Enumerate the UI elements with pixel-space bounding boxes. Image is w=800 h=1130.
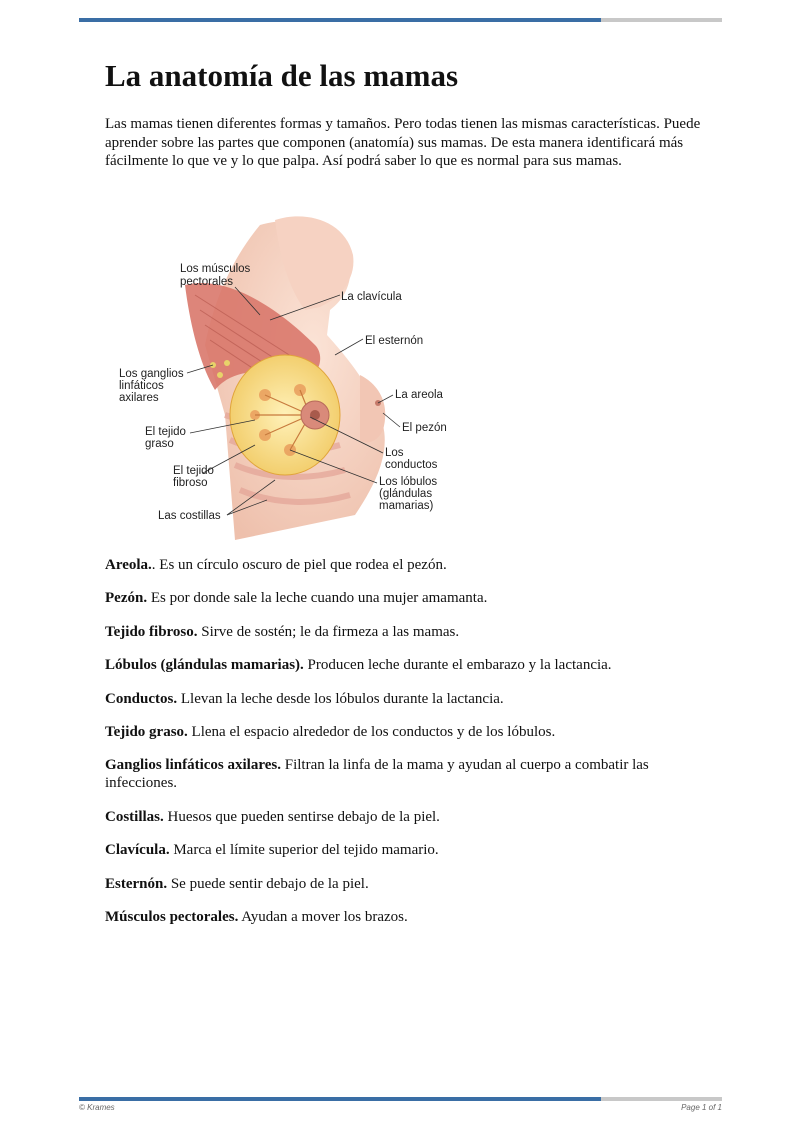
label-musculos-1: Los músculos [180, 263, 251, 275]
footer-page-number: Page 1 of 1 [681, 1103, 722, 1112]
definitions-list [105, 556, 715, 941]
definition-costillas [105, 808, 715, 826]
label-esternon: El esternón [365, 335, 424, 347]
intro-paragraph: Las mamas tienen diferentes formas y tamaños. Pero todas tienen las mismas características. Puede aprender sobre las partes que componen (anatomía) sus mamas. De esta manera identificará más fácilmente lo que ve y lo que palpa. Así podrá saber lo que es normal para sus mamas. [105, 116, 701, 169]
label-fibroso-2: fibroso [173, 477, 208, 489]
bottom-progress-fill [79, 1097, 601, 1101]
label-lobulos-1: Los lóbulos [379, 476, 438, 488]
top-progress-fill [79, 18, 601, 22]
definition-musculos [105, 908, 715, 926]
term: Tejido graso. [105, 723, 188, 740]
label-conductos-1: Los [385, 447, 404, 459]
term: Pezón. [105, 590, 148, 607]
top-progress-bar [79, 18, 722, 22]
definition-areola [105, 556, 715, 574]
definition-esternon [105, 875, 715, 893]
label-fibroso-1: El tejido [173, 465, 214, 477]
label-lobulos-2: (glándulas [379, 488, 433, 500]
term: Clavícula. [105, 842, 170, 859]
description: Marca el límite superior del tejido mamario. [169, 842, 439, 859]
definition-clavicula [105, 841, 715, 859]
label-graso-2: graso [145, 438, 174, 450]
definition-tejido-graso [105, 723, 715, 741]
description: . Es un círculo oscuro de piel que rodea el pezón. [151, 557, 447, 573]
definition-pezon [105, 589, 715, 607]
term: Ganglios linfáticos axilares. [105, 757, 281, 774]
term: Tejido fibroso. [105, 623, 198, 640]
breast-profile [360, 375, 385, 443]
anatomy-svg [115, 215, 455, 545]
definition-lobulos [105, 656, 715, 674]
description: Huesos que pueden sentirse debajo de la piel. [163, 808, 440, 825]
definition-ganglios [105, 756, 715, 792]
term: Esternón. [105, 875, 168, 892]
label-conductos-2: conductos [385, 459, 438, 471]
description: Producen leche durante el embarazo y la lactancia. [303, 657, 612, 674]
description: Es por donde sale la leche cuando una mujer amamanta. [147, 590, 488, 607]
description: Filtran la linfa de la mama y ayudan al cuerpo a combatir las infecciones. [105, 757, 649, 792]
term: Lóbulos (glándulas mamarias). [105, 657, 304, 674]
label-ganglios-2: linfáticos [119, 380, 164, 392]
description: Sirve de sostén; le da firmeza a las mamas. [197, 623, 460, 640]
term: Músculos pectorales. [105, 908, 239, 925]
description: Se puede sentir debajo de la piel. [167, 875, 369, 892]
label-graso-1: El tejido [145, 426, 186, 438]
label-ganglios-3: axilares [119, 392, 159, 404]
description: Llena el espacio alrededor de los conductos y de los lóbulos. [187, 723, 556, 740]
footer-copyright: © Krames [79, 1103, 115, 1112]
term: Conductos. [105, 690, 178, 707]
description: Llevan la leche desde los lóbulos durante la lactancia. [177, 690, 504, 707]
label-lobulos-3: mamarias) [379, 500, 434, 512]
bottom-progress-bar [79, 1097, 722, 1101]
label-pezon: El pezón [402, 422, 447, 434]
nipple [310, 410, 320, 420]
description: Ayudan a mover los brazos. [238, 908, 408, 925]
label-areola: La areola [395, 389, 443, 401]
label-clavicula: La clavícula [341, 291, 402, 303]
page-title: La anatomía de las mamas [105, 58, 459, 93]
label-costillas: Las costillas [158, 510, 221, 522]
term: Areola. [105, 557, 152, 573]
definition-conductos [105, 690, 715, 708]
breast-anatomy-illustration [115, 215, 455, 545]
term: Costillas. [105, 808, 164, 825]
label-ganglios-1: Los ganglios [119, 368, 184, 380]
definition-tejido-fibroso [105, 623, 715, 641]
label-musculos-2: pectorales [180, 276, 234, 288]
